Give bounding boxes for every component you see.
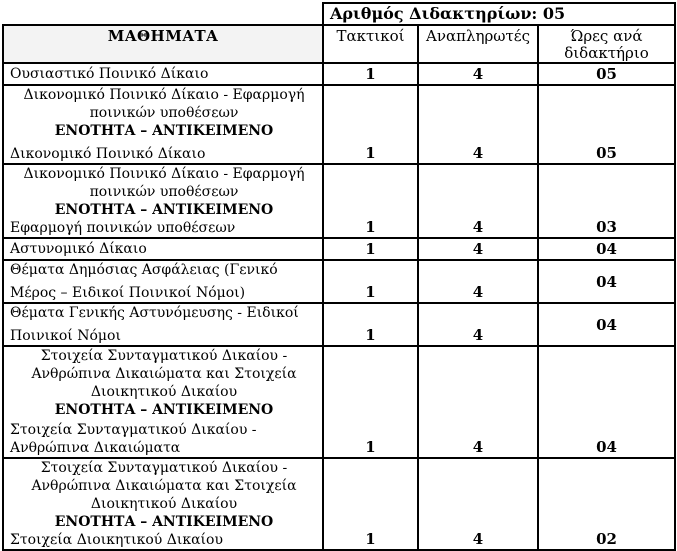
subject-line: Δικονομικό Ποινικό Δίκαιο bbox=[10, 146, 206, 162]
table-row bbox=[3, 85, 675, 164]
subject-block bbox=[10, 459, 318, 531]
regular-count: 1 bbox=[323, 164, 418, 238]
classrooms-header-row bbox=[3, 3, 675, 25]
hours-value: 04 bbox=[538, 260, 675, 303]
hours-value: 03 bbox=[538, 164, 675, 238]
column-header-hours bbox=[538, 25, 675, 63]
subject-line: Ανθρώπινα Δικαιώματα και Στοιχεία bbox=[31, 478, 297, 494]
hours-value: 05 bbox=[538, 85, 675, 164]
subject-cell bbox=[3, 164, 323, 238]
subject-line: Διοικητικού Δικαίου bbox=[90, 496, 238, 512]
subject-line: Στοιχεία Διοικητικού Δικαίου bbox=[10, 532, 223, 548]
column-header-row bbox=[3, 25, 675, 63]
subject-line: Στοιχεία Συνταγματικού Δικαίου - bbox=[40, 348, 288, 364]
hours-value: 04 bbox=[538, 346, 675, 458]
regular-count: 1 bbox=[323, 458, 418, 550]
substitutes-count: 4 bbox=[418, 346, 538, 458]
subject-line: Δικονομικό Ποινικό Δίκαιο - Εφαρμογή bbox=[23, 166, 305, 182]
subject-line: Θέματα Δημόσιας Ασφάλειας (Γενικό bbox=[10, 262, 278, 278]
column-header-regular: Τακτικοί bbox=[323, 25, 418, 63]
table-row bbox=[3, 458, 675, 550]
subject-line: Στοιχεία Συνταγματικού Δικαίου - bbox=[40, 460, 288, 476]
regular-count: 1 bbox=[323, 63, 418, 85]
hours-value: 02 bbox=[538, 458, 675, 550]
subject-cell bbox=[3, 63, 323, 85]
column-header-substitutes: Αναπληρωτές bbox=[418, 25, 538, 63]
subject-cell bbox=[3, 303, 323, 346]
subject-line: Ποινικοί Νόμοι bbox=[10, 328, 121, 344]
subject-line: Ανθρώπινα Δικαιώματα bbox=[10, 440, 181, 456]
subject-block bbox=[10, 347, 318, 419]
regular-count: 1 bbox=[323, 303, 418, 346]
subject-cell bbox=[3, 85, 323, 164]
subject-block bbox=[10, 421, 318, 457]
substitutes-count: 4 bbox=[418, 260, 538, 303]
subjects-table bbox=[2, 2, 676, 551]
subject-line: Στοιχεία Συνταγματικού Δικαίου - bbox=[10, 422, 257, 438]
classrooms-count-label: Αριθμός Διδακτηρίων: 05 bbox=[323, 3, 675, 25]
subject-line: Αστυνομικό Δίκαιο bbox=[10, 241, 147, 257]
subject-line: Μέρος – Ειδικοί Ποινικοί Νόμοι) bbox=[10, 285, 246, 301]
subject-line: Ανθρώπινα Δικαιώματα και Στοιχεία bbox=[31, 366, 297, 382]
subject-line: Ουσιαστικό Ποινικό Δίκαιο bbox=[10, 66, 209, 82]
table-row bbox=[3, 303, 675, 346]
section-label: ΕΝΟΤΗΤΑ – ΑΝΤΙΚΕΙΜΕΝΟ bbox=[54, 202, 274, 218]
regular-count: 1 bbox=[323, 346, 418, 458]
table-row bbox=[3, 346, 675, 458]
subject-line: ποινικών υποθέσεων bbox=[89, 184, 239, 200]
hours-value: 04 bbox=[538, 238, 675, 260]
column-header-subjects: ΜΑΘΗΜΑΤΑ bbox=[3, 25, 323, 63]
subject-block bbox=[10, 165, 318, 219]
subject-cell bbox=[3, 458, 323, 550]
section-label: ΕΝΟΤΗΤΑ – ΑΝΤΙΚΕΙΜΕΝΟ bbox=[54, 123, 274, 139]
column-header-hours-line1: Ώρες ανά bbox=[570, 27, 643, 45]
subject-line: ποινικών υποθέσεων bbox=[89, 105, 239, 121]
substitutes-count: 4 bbox=[418, 238, 538, 260]
table-row bbox=[3, 260, 675, 303]
substitutes-count: 4 bbox=[418, 85, 538, 164]
hours-value: 05 bbox=[538, 63, 675, 85]
table-row bbox=[3, 63, 675, 85]
subject-line: Διοικητικού Δικαίου bbox=[90, 384, 238, 400]
regular-count: 1 bbox=[323, 260, 418, 303]
subject-line: Εφαρμογή ποινικών υποθέσεων bbox=[10, 220, 236, 236]
top-left-spacer bbox=[3, 3, 323, 25]
regular-count: 1 bbox=[323, 238, 418, 260]
hours-value: 04 bbox=[538, 303, 675, 346]
regular-count: 1 bbox=[323, 85, 418, 164]
table-row bbox=[3, 164, 675, 238]
subject-cell bbox=[3, 238, 323, 260]
subject-block bbox=[10, 86, 318, 140]
table-row bbox=[3, 238, 675, 260]
substitutes-count: 4 bbox=[418, 458, 538, 550]
subject-cell bbox=[3, 260, 323, 303]
substitutes-count: 4 bbox=[418, 303, 538, 346]
column-header-hours-line2: διδακτήριο bbox=[564, 44, 649, 62]
subject-cell bbox=[3, 346, 323, 458]
section-label: ΕΝΟΤΗΤΑ – ΑΝΤΙΚΕΙΜΕΝΟ bbox=[54, 514, 274, 530]
substitutes-count: 4 bbox=[418, 63, 538, 85]
subject-line: Θέματα Γενικής Αστυνόμευσης - Ειδικοί bbox=[10, 305, 299, 321]
section-label: ΕΝΟΤΗΤΑ – ΑΝΤΙΚΕΙΜΕΝΟ bbox=[54, 402, 274, 418]
subject-line: Δικονομικό Ποινικό Δίκαιο - Εφαρμογή bbox=[23, 87, 305, 103]
substitutes-count: 4 bbox=[418, 164, 538, 238]
